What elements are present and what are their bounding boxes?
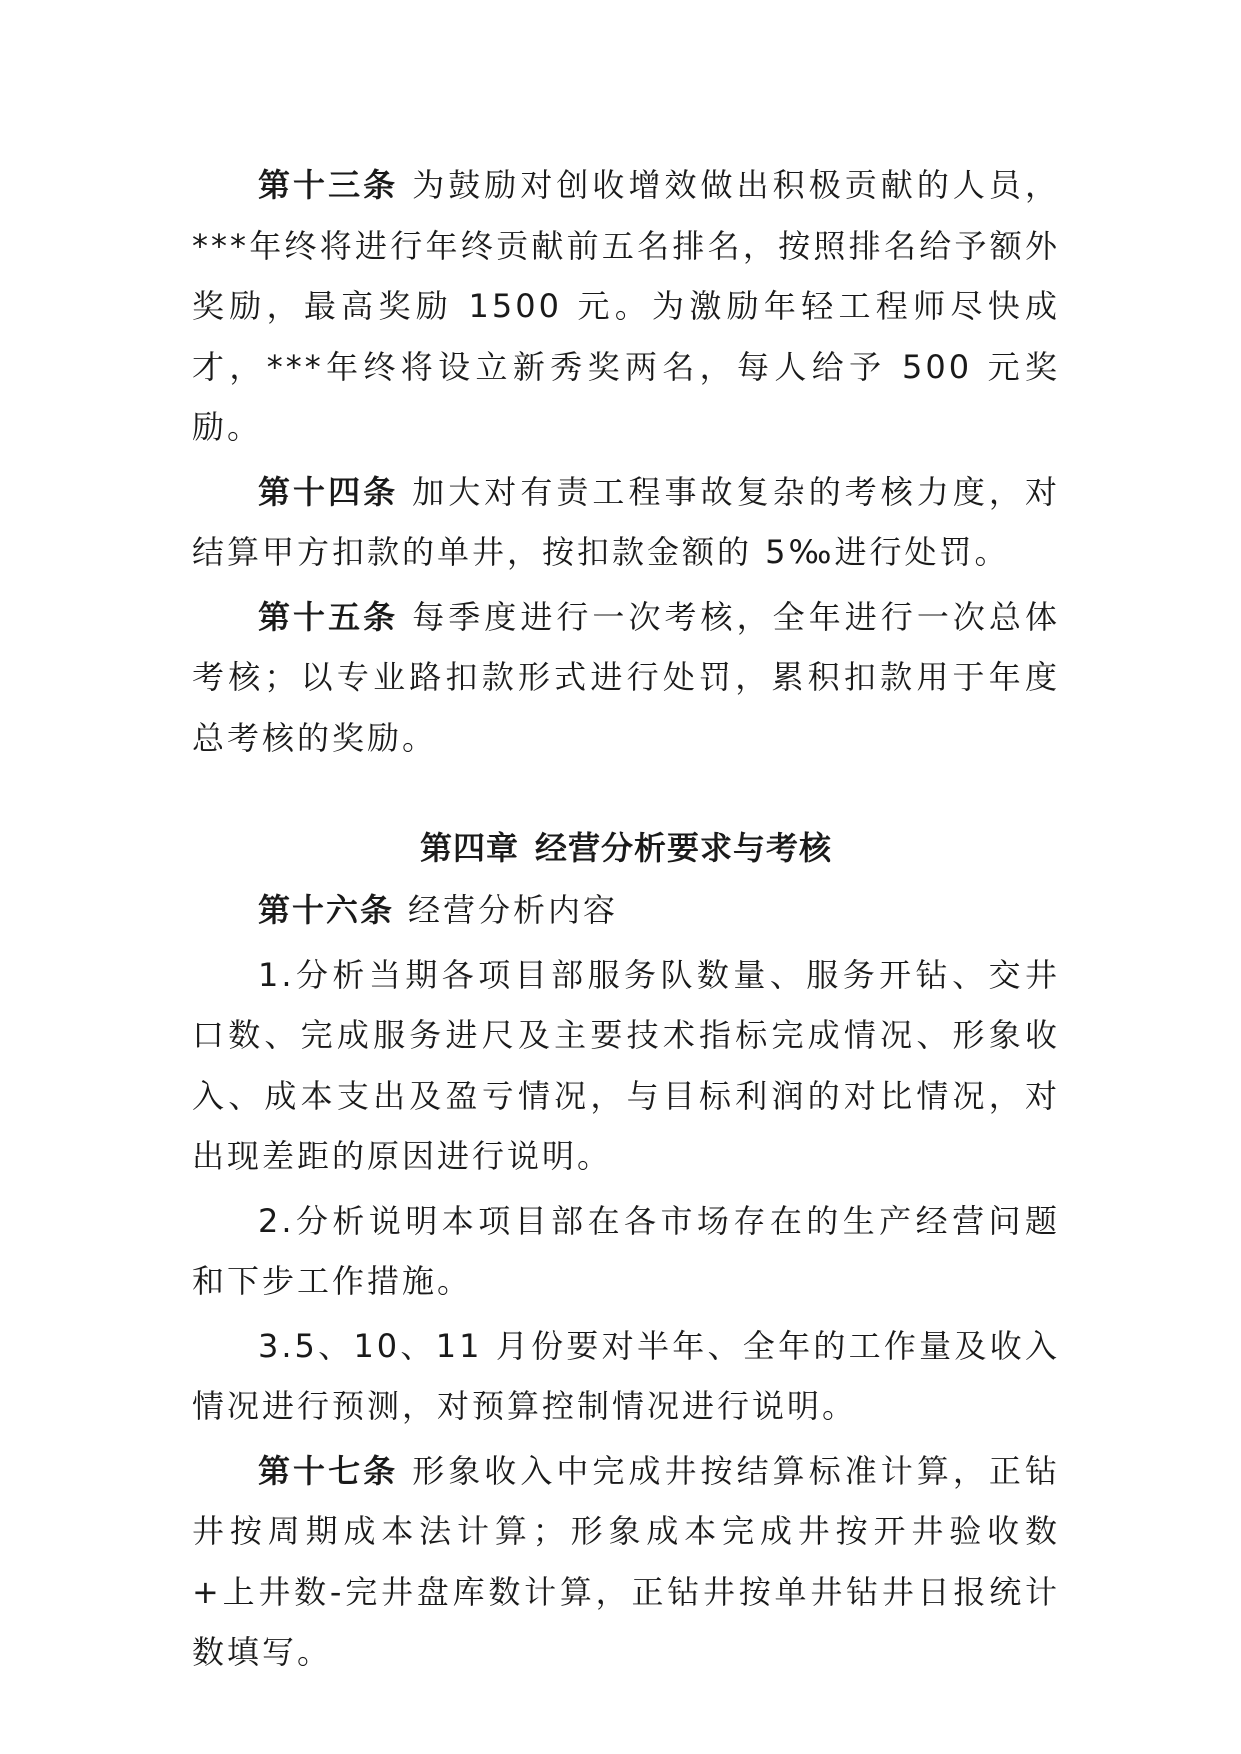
article-16: [192, 880, 1060, 941]
article-16-item-1: 1.分析当期各项目部服务队数量、服务开钻、交井口数、完成服务进尺及主要技术指标完成情况、形象收入、成本支出及盈亏情况，与目标利润的对比情况，对出现差距的原因进行说明。: [192, 955, 1060, 1175]
article-15-label: 第十五条: [258, 597, 399, 636]
article-15: [192, 587, 1060, 769]
article-13-text: 为鼓励对创收增效做出积极贡献的人员，***年终将进行年终贡献前五名排名，按照排名给予额外奖励，最高奖励 1500 元。为激励年轻工程师尽快成才，***年终将设立新秀奖两名，每人给予 500 元奖励。: [192, 166, 1060, 446]
chapter-heading: [192, 818, 1060, 878]
article-13-label: 第十三条: [258, 166, 399, 204]
article-14: [192, 462, 1060, 583]
article-17: [192, 1441, 1060, 1683]
article-14-text: 加大对有责工程事故复杂的考核力度，对结算甲方扣款的单井，按扣款金额的 5‰进行处罚。: [192, 472, 1060, 571]
article-15-text: 每季度进行一次考核，全年进行一次总体考核；以专业路扣款形式进行处罚，累积扣款用于年度总考核的奖励。: [192, 597, 1060, 757]
chapter-number: 第四章: [419, 829, 519, 867]
document-page: [192, 155, 1060, 1683]
article-17-label: 第十七条: [258, 1451, 399, 1490]
article-16-item-2: 2.分析说明本项目部在各市场存在的生产经营问题和下步工作措施。: [192, 1201, 1060, 1300]
chapter-title: 经营分析要求与考核: [535, 829, 833, 867]
article-16-item-3: 3.5、10、11 月份要对半年、全年的工作量及收入情况进行预测，对预算控制情况进行说明。: [192, 1326, 1060, 1425]
article-13: [192, 155, 1060, 458]
article-14-label: 第十四条: [258, 472, 399, 511]
article-16-text: 经营分析内容: [408, 891, 619, 929]
article-16-label: 第十六条: [258, 891, 395, 929]
article-17-text: 形象收入中完成井按结算标准计算，正钻井按周期成本法计算；形象成本完成井按开井验收数+上井数-完井盘库数计算，正钻井按单井钻井日报统计数填写。: [192, 1451, 1060, 1671]
